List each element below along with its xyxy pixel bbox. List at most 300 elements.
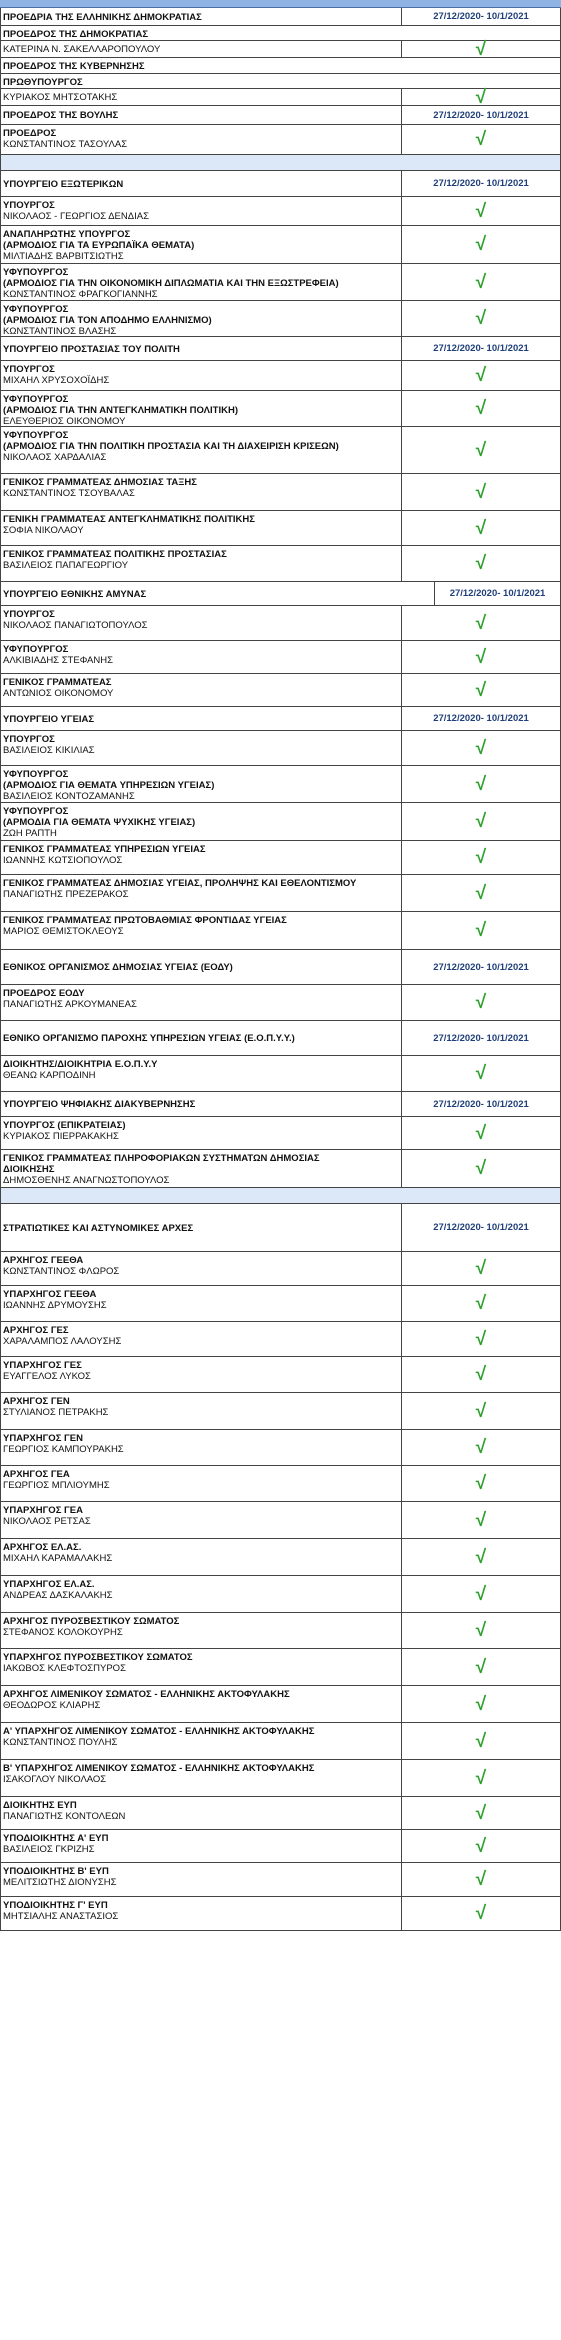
date-range: 27/12/2020- 10/1/2021 [433,713,529,724]
office-title: ΥΠΑΡΧΗΓΟΣ ΓΕΣ [3,1360,82,1371]
office-title: (ΑΡΜΟΔΙΟΣ ΓΙΑ ΤΟΝ ΑΠΟΔΗΜΟ ΕΛΛΗΝΙΣΜΟ) [3,315,212,326]
office-title: ΥΦΥΠΟΥΡΓΟΣ [3,304,69,315]
office-title: ΥΦΥΠΟΥΡΓΟΣ [3,267,69,278]
office-title: ΥΦΥΠΟΥΡΓΟΣ [3,394,69,405]
holder-name: ΙΩΑΝΝΗΣ ΚΩΤΣΙΟΠΟΥΛΟΣ [3,855,123,866]
office-cell [1,1576,401,1612]
table-row [0,766,561,803]
status-cell [401,985,560,1020]
section-spacer [0,155,561,171]
office-cell [1,606,401,640]
status-cell [401,86,560,108]
office-title: ΠΡΟΕΔΡΟΣ [3,128,57,139]
table-row [0,1760,561,1797]
status-cell [401,1430,560,1465]
office-title: ΔΙΟΙΚΗΤΗΣ ΕΥΠ [3,1800,77,1811]
holder-name: ΝΙΚΟΛΑΟΣ ΡΕΤΣΑΣ [3,1516,91,1527]
check-icon: √ [475,1364,487,1385]
table-row [0,125,561,155]
status-cell [401,1150,560,1187]
check-icon: √ [475,271,487,293]
office-title: ΥΠΑΡΧΗΓΟΣ ΕΛ.ΑΣ. [3,1579,95,1590]
holder-name: ΑΛΚΙΒΙΑΔΗΣ ΣΤΕΦΑΝΗΣ [3,655,113,666]
date-range: 27/12/2020- 10/1/2021 [449,588,546,599]
status-cell [401,1723,560,1759]
section-title: ΥΠΟΥΡΓΕΙΟ ΥΓΕΙΑΣ [3,713,95,725]
office-cell [1,74,401,88]
office-cell [1,511,401,545]
office-title: ΑΡΧΗΓΟΣ ΠΥΡΟΣΒΕΣΤΙΚΟΥ ΣΩΜΑΤΟΣ [3,1616,180,1627]
office-title: ΥΦΥΠΟΥΡΓΟΣ [3,806,69,817]
office-title: ΑΡΧΗΓΟΣ ΓΕΕΘΑ [3,1255,84,1266]
status-cell [401,391,560,426]
table-row [0,803,561,841]
office-title: ΓΕΝΙΚΟΣ ΓΡΑΜΜΑΤΕΑΣ ΔΗΜΟΣΙΑΣ ΤΑΞΗΣ [3,477,197,488]
office-cell [1,337,401,360]
table-row [0,511,561,546]
check-icon: √ [475,1473,487,1494]
office-title: ΥΠΟΥΡΓΟΣ [3,200,55,211]
table-row [0,1393,561,1430]
office-cell [1,1252,401,1285]
office-cell [1,226,401,263]
office-title: ΑΝΑΠΛΗΡΩΤΗΣ ΥΠΟΥΡΓΟΣ [3,229,131,240]
date-range: 27/12/2020- 10/1/2021 [433,961,529,973]
office-cell [1,707,401,730]
office-title: ΠΡΟΕΔΡΟΣ ΤΗΣ ΚΥΒΕΡΝΗΣΗΣ [3,61,145,72]
holder-name: ΧΑΡΑΛΑΜΠΟΣ ΛΑΛΟΥΣΗΣ [3,1336,122,1347]
status-cell [401,474,560,510]
office-title: ΥΠΑΡΧΗΓΟΣ ΠΥΡΟΣΒΕΣΤΙΚΟΥ ΣΩΜΑΤΟΣ [3,1652,193,1663]
office-cell [1,474,401,510]
office-title: (ΑΡΜΟΔΙΑ ΓΙΑ ΘΕΜΑΤΑ ΨΥΧΙΚΗΣ ΥΓΕΙΑΣ) [3,817,196,828]
holder-name: ΣΤΥΛΙΑΝΟΣ ΠΕΤΡΑΚΗΣ [3,1407,109,1418]
status-cell [401,546,560,581]
office-title: ΠΡΟΕΔΡΟΣ ΕΟΔΥ [3,988,85,999]
holder-name: ΠΑΝΑΓΙΩΤΗΣ ΠΡΕΖΕΡΑΚΟΣ [3,889,129,900]
check-icon: √ [475,129,487,150]
office-cell [1,1021,401,1055]
status-cell [401,766,560,802]
check-icon: √ [475,308,487,329]
holder-name: ΓΕΩΡΓΙΟΣ ΜΠΛΙΟΥΜΗΣ [3,1480,110,1491]
table-row [0,1686,561,1723]
table-row [0,875,561,912]
office-title: ΔΙΟΙΚΗΤΗΣ/ΔΙΟΙΚΗΤΡΙΑ Ε.Ο.Π.Υ.Υ [3,1059,158,1070]
holder-name: ΚΩΝΣΤΑΝΤΙΝΟΣ ΠΟΥΛΗΣ [3,1737,118,1748]
status-cell [401,1204,560,1251]
check-icon: √ [475,1620,487,1641]
date-range: 27/12/2020- 10/1/2021 [433,109,529,121]
section-header-row [0,8,561,26]
check-icon: √ [475,1258,487,1279]
check-icon: √ [475,1656,487,1678]
section-title: ΥΠΟΥΡΓΕΙΟ ΕΞΩΤΕΡΙΚΩΝ [3,178,124,190]
holder-name: ΚΩΝΣΤΑΝΤΙΝΟΣ ΒΛΑΣΗΣ [3,326,117,337]
status-cell [401,1613,560,1648]
table-row [0,391,561,427]
table-row [0,301,561,337]
status-cell [401,1863,560,1896]
check-icon: √ [475,646,487,668]
check-icon: √ [475,86,487,108]
status-cell [401,1117,560,1149]
office-title: (ΑΡΜΟΔΙΟΣ ΓΙΑ ΤΑ ΕΥΡΩΠΑΪΚΑ ΘΕΜΑΤΑ) [3,240,195,251]
header-band [0,0,561,8]
office-title: ΑΡΧΗΓΟΣ ΕΛ.ΑΣ. [3,1542,82,1553]
table-row [0,1649,561,1686]
office-cell [1,106,401,124]
check-icon: √ [475,1903,487,1924]
holder-name: ΚΩΝΣΤΑΝΤΙΝΟΣ ΤΣΟΥΒΑΛΑΣ [3,488,135,499]
check-icon: √ [475,1400,487,1422]
status-cell [401,337,560,360]
check-icon: √ [475,1293,487,1314]
office-cell [1,1723,401,1759]
office-cell [1,1466,401,1501]
status-cell [401,606,560,640]
status-cell [401,226,560,263]
office-title: (ΑΡΜΟΔΙΟΣ ΓΙΑ ΤΗΝ ΑΝΤΕΓΚΛΗΜΑΤΙΚΗ ΠΟΛΙΤΙΚΗ) [3,405,238,416]
office-cell [1,125,401,154]
office-cell [1,1322,401,1356]
status-cell [401,106,560,124]
office-title: ΓΕΝΙΚΟΣ ΓΡΑΜΜΑΤΕΑΣ ΥΠΗΡΕΣΙΩΝ ΥΓΕΙΑΣ [3,844,206,855]
office-title: ΓΕΝΙΚΟΣ ΓΡΑΜΜΑΤΕΑΣ [3,677,112,688]
status-cell [401,1056,560,1091]
office-title: ΔΙΟΙΚΗΣΗΣ [3,1164,55,1175]
section-header-row [0,337,561,361]
section-title: ΠΡΟΕΔΡΟΣ ΤΗΣ ΒΟΥΛΗΣ [3,110,119,121]
holder-name: ΖΩΗ ΡΑΠΤΗ [3,828,57,839]
office-title: ΥΦΥΠΟΥΡΓΟΣ [3,644,69,655]
section-title: ΣΤΡΑΤΙΩΤΙΚΕΣ ΚΑΙ ΑΣΤΥΝΟΜΙΚΕΣ ΑΡΧΕΣ [3,1222,194,1234]
office-cell [1,841,401,874]
office-title: ΥΠΑΡΧΗΓΟΣ ΓΕΝ [3,1433,83,1444]
table-row [0,1723,561,1760]
office-cell [1,427,401,473]
office-cell [1,1430,401,1465]
holder-name: ΚΩΝΣΤΑΝΤΙΝΟΣ ΦΡΑΓΚΟΓΙΑΝΝΗΣ [3,289,158,300]
office-cell [1,803,401,840]
status-cell [401,1357,560,1392]
office-title: ΥΠΑΡΧΗΓΟΣ ΓΕΑ [3,1505,83,1516]
check-icon: √ [475,1546,487,1568]
status-cell [401,1686,560,1722]
table-row [0,1286,561,1322]
check-icon: √ [475,1693,487,1715]
status-cell [401,707,560,730]
status-cell [401,1021,560,1055]
table-row [0,606,561,641]
table-row [0,1150,561,1188]
office-cell [1,674,401,706]
holder-name: ΚΩΝΣΤΑΝΤΙΝΟΣ ΦΛΩΡΟΣ [3,1266,120,1277]
table-row [0,546,561,582]
office-cell [1,361,401,390]
office-cell [1,89,401,105]
section-title: ΠΡΟΕΔΡΙΑ ΤΗΣ ΕΛΛΗΝΙΚΗΣ ΔΗΜΟΚΡΑΤΙΑΣ [3,11,202,23]
check-icon: √ [475,365,487,386]
status-cell [401,1797,560,1829]
status-cell [401,1286,560,1321]
check-icon: √ [475,992,487,1013]
holder-name: ΕΛΕΥΘΕΡΙΟΣ ΟΙΚΟΝΟΜΟΥ [3,416,126,427]
office-cell [1,1117,401,1149]
office-title: ΥΠΟΥΡΓΟΣ [3,364,55,375]
status-cell [401,1830,560,1862]
office-title: ΥΠΟΔΙΟΙΚΗΤΗΣ Γ' ΕΥΠ [3,1900,108,1911]
date-range: 27/12/2020- 10/1/2021 [433,178,529,189]
check-icon: √ [475,1437,487,1458]
check-icon: √ [475,1583,487,1605]
office-cell [1,171,401,196]
holder-name: ΝΙΚΟΛΑΟΣ ΠΑΝΑΓΙΩΤΟΠΟΥΛΟΣ [3,620,148,631]
check-icon: √ [475,1869,487,1890]
table-row [0,427,561,474]
table-row [0,841,561,875]
office-title: ΠΡΩΘΥΠΟΥΡΓΟΣ [3,77,83,88]
office-cell [1,264,401,300]
office-cell [1,1539,401,1575]
office-cell [1,731,401,765]
table-row [0,264,561,301]
date-range: 27/12/2020- 10/1/2021 [433,1222,529,1233]
office-title: (ΑΡΜΟΔΙΟΣ ΓΙΑ ΤΗΝ ΠΟΛΙΤΙΚΗ ΠΡΟΣΤΑΣΙΑ ΚΑΙ ΤΗ ΔΙΑΧΕΙΡΙΣΗ ΚΡΙΣΕΩΝ) [3,441,339,452]
office-cell [1,875,401,911]
table-row [0,1430,561,1466]
office-cell [1,1649,401,1685]
office-title: ΑΡΧΗΓΟΣ ΓΕΝ [3,1396,70,1407]
holder-name: ΜΑΡΙΟΣ ΘΕΜΙΣΤΟΚΛΕΟΥΣ [3,926,124,937]
status-cell [401,950,560,984]
holder-name: ΘΕΑΝΩ ΚΑΡΠΟΔΙΝΗ [3,1070,96,1081]
table-row [0,1252,561,1286]
office-cell [1,1286,401,1321]
holder-name: ΠΑΝΑΓΙΩΤΗΣ ΚΟΝΤΟΛΕΩΝ [3,1811,126,1822]
table-row [0,1797,561,1830]
office-cell [1,641,401,673]
check-icon: √ [475,1767,487,1789]
office-cell [1,1056,401,1091]
status-cell [401,641,560,673]
section-header-row [0,1204,561,1252]
holder-name: ΜΙΧΑΗΛ ΚΑΡΑΜΑΛΑΚΗΣ [3,1553,113,1564]
holder-name: ΒΑΣΙΛΕΙΟΣ ΓΚΡΙΖΗΣ [3,1844,95,1855]
check-icon: √ [475,920,487,941]
office-title: ΥΠΑΡΧΗΓΟΣ ΓΕΕΘΑ [3,1289,97,1300]
holder-name: ΝΙΚΟΛΑΟΣ ΧΑΡΔΑΛΙΑΣ [3,452,107,463]
check-icon: √ [475,882,487,904]
office-title: Β' ΥΠΑΡΧΗΓΟΣ ΛΙΜΕΝΙΚΟΥ ΣΩΜΑΤΟΣ - ΕΛΛΗΝΙΚΗΣ ΑΚΤΟΦΥΛΑΚΗΣ [3,1763,315,1774]
status-cell [401,875,560,911]
office-cell [1,1897,401,1930]
check-icon: √ [475,38,487,60]
check-icon: √ [475,737,487,759]
office-title: ΑΡΧΗΓΟΣ ΓΕΑ [3,1469,70,1480]
holder-name: ΚΩΝΣΤΑΝΤΙΝΟΣ ΤΑΣΟΥΛΑΣ [3,139,128,150]
status-cell [401,511,560,545]
status-cell [401,301,560,336]
office-cell [1,1092,401,1116]
holder-name: ΜΗΤΣΙΑΛΗΣ ΑΝΑΣΤΑΣΙΟΣ [3,1911,119,1922]
table-row [0,1357,561,1393]
office-title: (ΑΡΜΟΔΙΟΣ ΓΙΑ ΤΗΝ ΟΙΚΟΝΟΜΙΚΗ ΔΙΠΛΩΜΑΤΙΑ ΚΑΙ ΤΗΝ ΕΞΩΣΤΡΕΦΕΙΑ) [3,278,339,289]
section-header-row [0,707,561,731]
table-row [0,1613,561,1649]
table-row [0,226,561,264]
check-icon: √ [475,200,487,222]
holder-name: ΔΗΜΟΣΘΕΝΗΣ ΑΝΑΓΝΩΣΤΟΠΟΥΛΟΣ [3,1175,170,1186]
section-header-row [0,582,561,606]
table-row [0,474,561,511]
table-row [0,1830,561,1863]
holder-name: ΑΝΤΩΝΙΟΣ ΟΙΚΟΝΟΜΟΥ [3,688,114,699]
office-title: (ΑΡΜΟΔΙΟΣ ΓΙΑ ΘΕΜΑΤΑ ΥΠΗΡΕΣΙΩΝ ΥΓΕΙΑΣ) [3,780,215,791]
office-title: ΥΦΥΠΟΥΡΓΟΣ [3,430,69,441]
table-row [0,1897,561,1931]
office-cell [1,391,401,426]
table-row [0,1466,561,1502]
status-cell [401,1252,560,1285]
date-range: 27/12/2020- 10/1/2021 [433,1032,529,1044]
status-cell [401,38,560,60]
table-row [0,1056,561,1092]
office-cell [1,1502,401,1538]
table-row [0,731,561,766]
office-cell [1,912,401,949]
status-cell [401,427,560,473]
check-icon: √ [475,1328,487,1350]
office-title: ΠΡΟΕΔΡΟΣ ΤΗΣ ΔΗΜΟΚΡΑΤΙΑΣ [3,29,149,40]
section-header-row [0,171,561,197]
date-range: 27/12/2020- 10/1/2021 [433,343,529,354]
table-row [0,361,561,391]
holder-name: ΠΑΝΑΓΙΩΤΗΣ ΑΡΚΟΥΜΑΝΕΑΣ [3,999,137,1010]
section-title: ΕΘΝΙΚΟ ΟΡΓΑΝΙΣΜΟ ΠΑΡΟΧΗΣ ΥΠΗΡΕΣΙΩΝ ΥΓΕΙΑΣ (Ε.Ο.Π.Υ.Υ.) [3,1033,295,1044]
office-title: ΥΠΟΔΙΟΙΚΗΤΗΣ Β' ΕΥΠ [3,1866,109,1877]
check-icon: √ [475,234,487,255]
status-cell [401,674,560,706]
check-icon: √ [475,1158,487,1179]
section-header-row [0,1092,561,1117]
office-title: ΓΕΝΙΚΟΣ ΓΡΑΜΜΑΤΕΑΣ ΠΟΛΙΤΙΚΗΣ ΠΡΟΣΤΑΣΙΑΣ [3,549,227,560]
status-cell [401,1576,560,1612]
table-row [0,86,561,108]
status-cell [401,197,560,225]
office-title: ΥΠΟΥΡΓΟΣ [3,734,55,745]
holder-name: ΜΙΛΤΙΑΔΗΣ ΒΑΡΒΙΤΣΙΩΤΗΣ [3,251,124,262]
office-cell [1,1760,401,1796]
check-icon: √ [475,679,487,701]
section-header-row [0,950,561,985]
table-row [0,1539,561,1576]
status-cell [401,8,560,25]
office-title: ΓΕΝΙΚΗ ΓΡΑΜΜΑΤΕΑΣ ΑΝΤΕΓΚΛΗΜΑΤΙΚΗΣ ΠΟΛΙΤΙΚΗΣ [3,514,255,525]
office-cell [1,546,401,581]
status-cell [401,171,560,196]
table-row [0,197,561,226]
office-cell [1,1830,401,1862]
check-icon: √ [475,1802,487,1824]
table-row [0,985,561,1021]
office-title: ΑΡΧΗΓΟΣ ΓΕΣ [3,1325,69,1336]
office-cell [1,26,401,40]
check-icon: √ [475,439,487,461]
check-icon: √ [475,811,487,832]
holder-name: ΚΥΡΙΑΚΟΣ ΠΙΕΡΡΑΚΑΚΗΣ [3,1131,119,1142]
office-cell [1,950,401,984]
table-body [0,8,561,1931]
holder-name: ΑΝΔΡΕΑΣ ΔΑΣΚΑΛΑΚΗΣ [3,1590,113,1601]
table-row [0,641,561,674]
office-cell [1,985,401,1020]
holder-name: ΣΟΦΙΑ ΝΙΚΟΛΑΟΥ [3,525,84,536]
holder-name: ΒΑΣΙΛΕΙΟΣ ΚΟΝΤΟΖΑΜΑΝΗΣ [3,791,135,802]
office-cell [1,582,434,605]
table-row [0,1322,561,1357]
office-cell [1,301,401,336]
check-icon: √ [475,517,487,539]
status-cell [401,1897,560,1930]
status-cell [401,1092,560,1116]
status-cell [401,1760,560,1796]
check-icon: √ [475,553,487,574]
table-row [0,1502,561,1539]
holder-name: ΜΕΛΙΤΣΙΩΤΗΣ ΔΙΟΝΥΣΗΣ [3,1877,117,1888]
office-cell [1,1686,401,1722]
check-icon: √ [475,1122,487,1144]
holder-name: ΜΙΧΑΗΛ ΧΡΥΣΟΧΟΪΔΗΣ [3,375,110,386]
office-cell [1,197,401,225]
check-icon: √ [475,1063,487,1084]
check-icon: √ [475,398,487,419]
status-cell [401,803,560,840]
check-icon: √ [475,1509,487,1531]
holder-name: ΚΥΡΙΑΚΟΣ ΜΗΤΣΟΤΑΚΗΣ [3,92,118,103]
check-icon: √ [475,1730,487,1752]
table-row [0,38,561,60]
office-title: ΓΕΝΙΚΟΣ ΓΡΑΜΜΑΤΕΑΣ ΠΛΗΡΟΦΟΡΙΑΚΩΝ ΣΥΣΤΗΜΑΤΩΝ ΔΗΜΟΣΙΑΣ [3,1153,320,1164]
status-cell [401,361,560,390]
check-icon: √ [475,612,487,634]
holder-name: ΚΑΤΕΡΙΝΑ Ν. ΣΑΚΕΛΛΑΡΟΠΟΥΛΟΥ [3,44,161,55]
office-title: ΥΠΟΥΡΓΟΣ [3,609,55,620]
office-cell [1,1613,401,1648]
status-cell [401,1322,560,1356]
holder-name: ΓΕΩΡΓΙΟΣ ΚΑΜΠΟΥΡΑΚΗΣ [3,1444,124,1455]
table-row [0,912,561,950]
status-cell [434,582,560,605]
holder-name: ΙΑΚΩΒΟΣ ΚΛΕΦΤΟΣΠΥΡΟΣ [3,1663,126,1674]
status-cell [401,1502,560,1538]
table-row [0,1576,561,1613]
status-cell [401,264,560,300]
holder-name: ΒΑΣΙΛΕΙΟΣ ΚΙΚΙΛΙΑΣ [3,745,95,756]
check-icon: √ [475,481,487,503]
office-title: ΑΡΧΗΓΟΣ ΛΙΜΕΝΙΚΟΥ ΣΩΜΑΤΟΣ - ΕΛΛΗΝΙΚΗΣ ΑΚΤΟΦΥΛΑΚΗΣ [3,1689,290,1700]
office-cell [1,8,401,25]
status-cell [401,912,560,949]
section-title: ΕΘΝΙΚΟΣ ΟΡΓΑΝΙΣΜΟΣ ΔΗΜΟΣΙΑΣ ΥΓΕΙΑΣ (ΕΟΔΥ) [3,962,233,973]
status-cell [401,1539,560,1575]
holder-name: ΙΣΑΚΟΓΛΟΥ ΝΙΚΟΛΑΟΣ [3,1774,107,1785]
holder-name: ΝΙΚΟΛΑΟΣ - ΓΕΩΡΓΙΟΣ ΔΕΝΔΙΑΣ [3,211,149,222]
section-spacer [0,1188,561,1204]
holder-name: ΣΤΕΦΑΝΟΣ ΚΟΛΟΚΟΥΡΗΣ [3,1627,123,1638]
office-title: ΥΠΟΥΡΓΟΣ (ΕΠΙΚΡΑΤΕΙΑΣ) [3,1120,126,1131]
office-cell [1,58,401,73]
